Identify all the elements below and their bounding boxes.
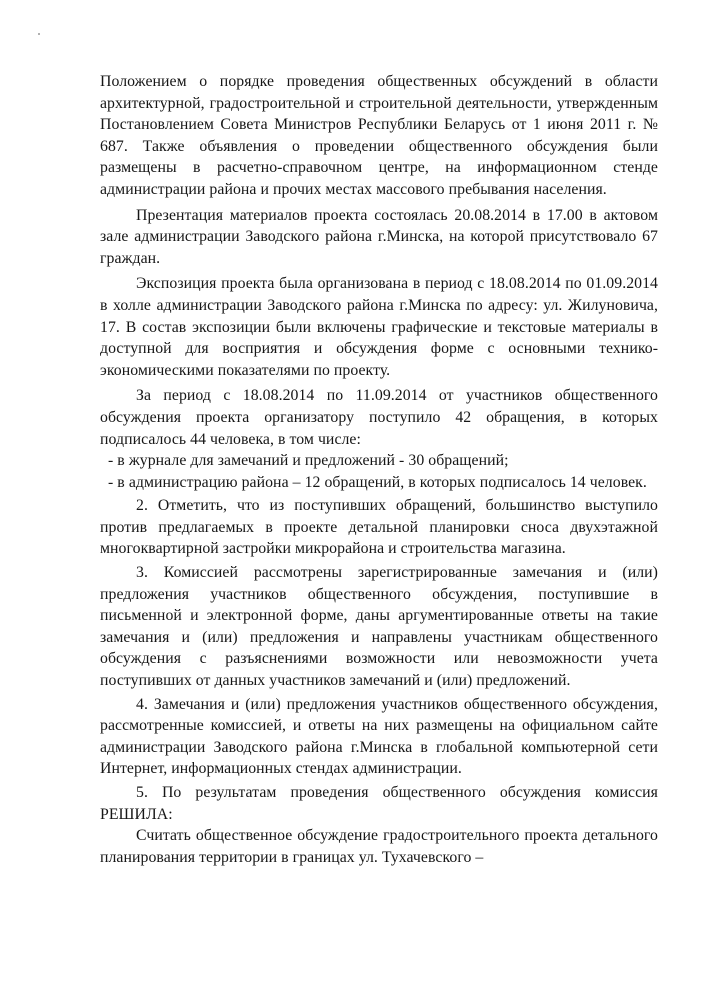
- scan-speck: [38, 33, 40, 35]
- paragraph-decision: Считать общественное обсуждение градостроительного проекта детального планирования территории в границах ул. Тухачевского –: [100, 827, 658, 866]
- list-item-journal: - в журнале для замечаний и предложений - 30 обращений;: [108, 452, 509, 470]
- paragraph-item-2: 2. Отметить, что из поступивших обращений, большинство выступило против предлагаемых в проекте детальной планировки сноса двухэтажной многоквартирной застройки микрорайона и строительства магазина.: [100, 497, 658, 558]
- list-item-administration: - в администрацию района – 12 обращений, в которых подписалось 14 человек.: [108, 473, 647, 491]
- paragraph-item-5: 5. По результатам проведения общественного обсуждения комиссия РЕШИЛА:: [100, 784, 658, 823]
- paragraph-item-4: 4. Замечания и (или) предложения участников общественного обсуждения, рассмотренные комиссией, и ответы на них размещены на официальном сайте администрации Заводского района г.Минска в глобальной компьютерной сети Интернет, информационных стендах администрации.: [100, 695, 658, 778]
- paragraph-regulation: Положением о порядке проведения общественных обсуждений в области архитектурной, градостроительной и строительной деятельности, утвержденным Постановлением Совета Министров Республики Беларусь от 1 июня 2011 г. № 687. Также объявления о проведении общественного обсуждения были размещены в расчетно-справочном центре, на информационном стенде администрации района и прочих местах массового пребывания населения.: [100, 73, 658, 198]
- paragraph-presentation: Презентация материалов проекта состоялась 20.08.2014 в 17.00 в актовом зале администрации Заводского района г.Минска, на которой присутствовало 67 граждан.: [100, 206, 658, 267]
- paragraph-item-3: 3. Комиссией рассмотрены зарегистрированные замечания и (или) предложения участников общественного обсуждения, поступившие в письменной и электронной форме, даны аргументированные ответы на такие замечания и (или) предложения и направлены участникам общественного обсуждения с разъяснениями возможности или невозможности учета поступивших от данных участников замечаний и (или) предложений.: [100, 564, 658, 690]
- paragraph-exposition: Экспозиция проекта была организована в период с 18.08.2014 по 01.09.2014 в холле администрации Заводского района г.Минска по адресу: ул. Жилуновича, 17. В состав экспозиции были включены графические и текстовые материалы в доступной для восприятия и обсуждения форме с основными технико-экономическими показателями по проекту.: [100, 275, 658, 379]
- paragraph-appeals: За период с 18.08.2014 по 11.09.2014 от участников общественного обсуждения проекта организатору поступило 42 обращения, в которых подписалось 44 человека, в том числе:: [100, 387, 658, 448]
